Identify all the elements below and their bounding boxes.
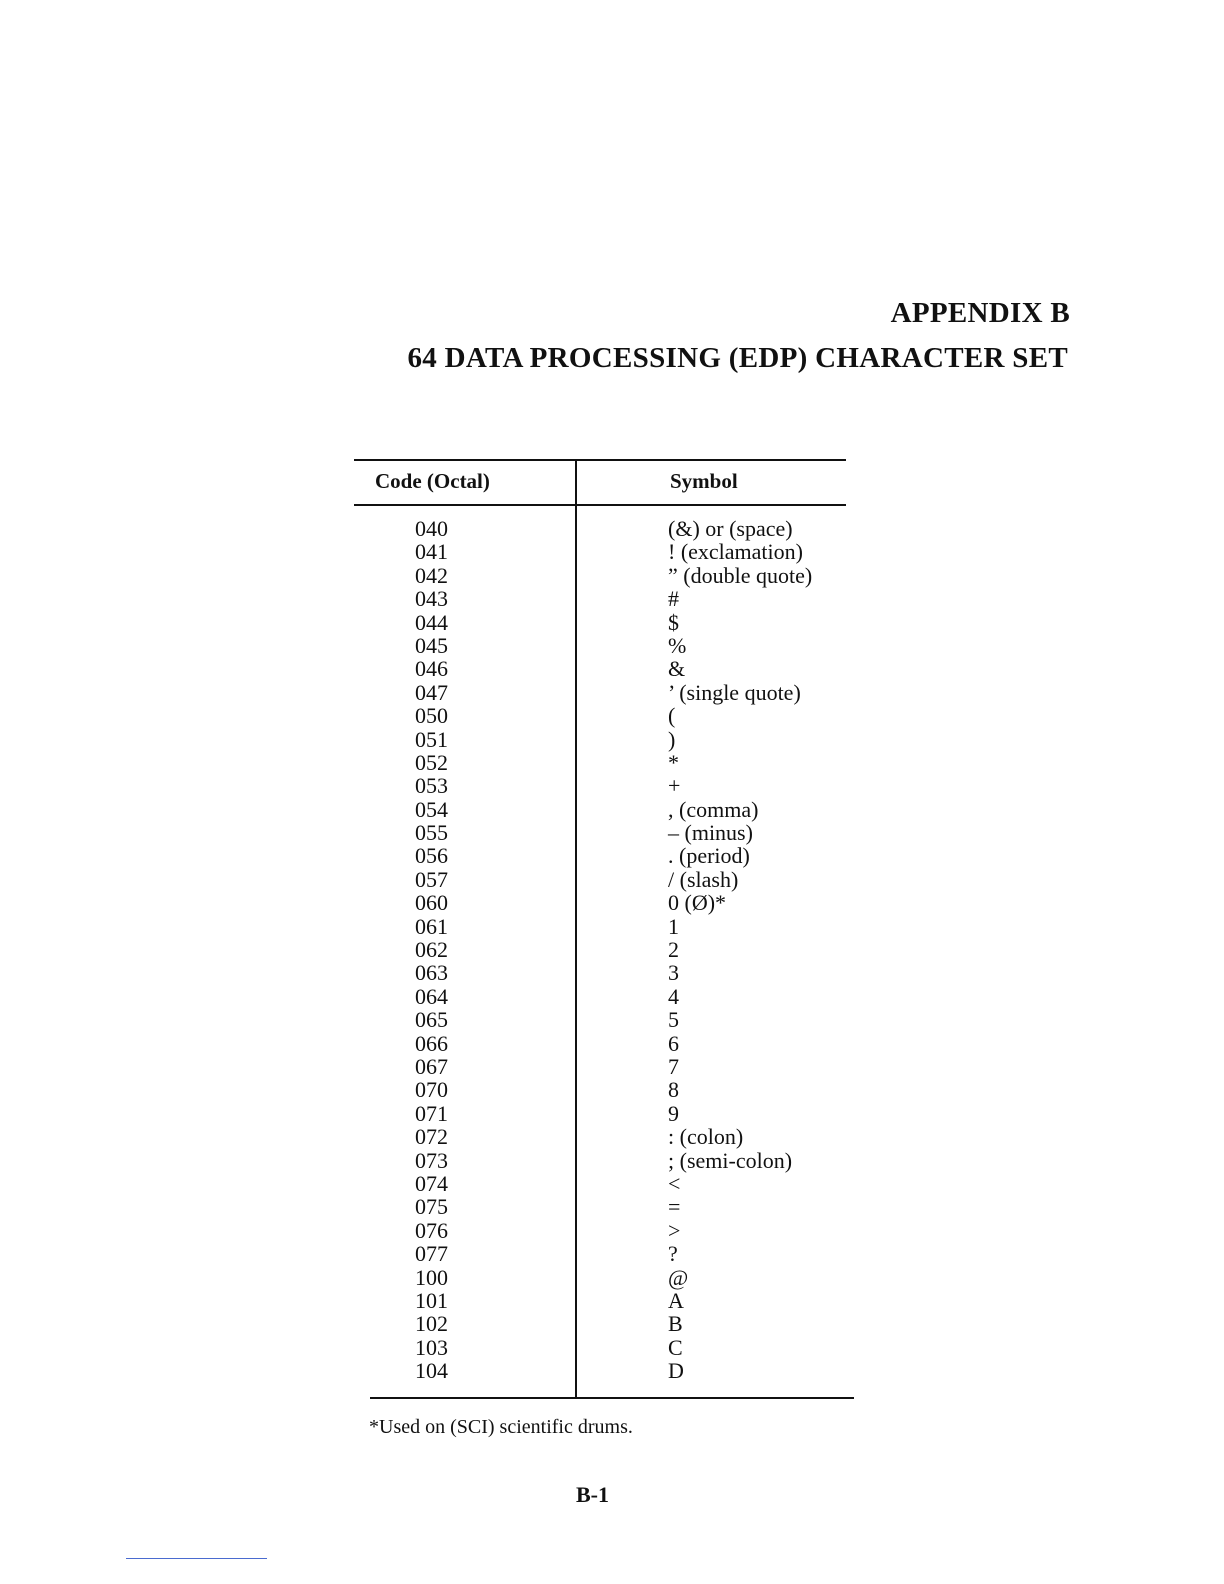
code-cell: 061 (415, 913, 448, 939)
symbol-cell: 6 (668, 1030, 679, 1056)
code-cell: 101 (415, 1287, 448, 1313)
footnote: *Used on (SCI) scientific drums. (369, 1416, 633, 1438)
table-row (354, 634, 846, 657)
symbol-cell: D (668, 1358, 684, 1384)
symbol-cell: 0 (Ø)* (668, 890, 727, 916)
column-header-code: Code (Octal) (375, 469, 490, 493)
code-cell: 070 (415, 1077, 448, 1103)
symbol-cell: + (668, 773, 681, 799)
table-row (354, 681, 846, 704)
table-bottom-rule (370, 1397, 854, 1399)
code-cell: 041 (415, 539, 448, 565)
table-row (354, 1102, 846, 1125)
symbol-cell: – (minus) (668, 820, 753, 846)
code-cell: 045 (415, 632, 448, 658)
table-row (354, 798, 846, 821)
code-cell: 057 (415, 866, 448, 892)
code-cell: 064 (415, 983, 448, 1009)
symbol-cell: 9 (668, 1100, 679, 1126)
table-row (354, 564, 846, 587)
code-cell: 062 (415, 937, 448, 963)
table-row (354, 704, 846, 727)
code-cell: 063 (415, 960, 448, 986)
table-row (354, 1336, 846, 1359)
symbol-cell: 3 (668, 960, 679, 986)
table-row (354, 751, 846, 774)
code-cell: 051 (415, 726, 448, 752)
symbol-cell: 5 (668, 1007, 679, 1033)
code-cell: 046 (415, 656, 448, 682)
code-cell: 053 (415, 773, 448, 799)
symbol-cell: @ (668, 1264, 689, 1290)
symbol-cell: . (period) (668, 843, 750, 869)
symbol-cell: < (668, 1170, 681, 1196)
table-row (354, 1125, 846, 1148)
page-title: 64 DATA PROCESSING (EDP) CHARACTER SET (407, 342, 1068, 374)
symbol-cell: = (668, 1194, 681, 1220)
symbol-cell: ’ (single quote) (668, 679, 801, 705)
symbol-cell: / (slash) (668, 866, 739, 892)
symbol-cell: ” (double quote) (668, 562, 813, 588)
table-row (354, 1312, 846, 1335)
symbol-cell: 1 (668, 913, 679, 939)
table-row (354, 961, 846, 984)
table-row (354, 611, 846, 634)
code-cell: 104 (415, 1358, 448, 1384)
symbol-cell: (&) or (space) (668, 516, 793, 541)
code-cell: 047 (415, 679, 448, 705)
table-row (354, 1359, 846, 1382)
symbol-cell: 8 (668, 1077, 679, 1103)
symbol-cell: ; (semi-colon) (668, 1147, 793, 1173)
code-cell: 077 (415, 1241, 448, 1267)
symbol-cell: 4 (668, 983, 679, 1009)
symbol-cell: * (668, 749, 679, 775)
table-row (354, 1149, 846, 1172)
symbol-cell: B (668, 1311, 683, 1337)
symbol-cell: 2 (668, 937, 679, 963)
symbol-cell: : (colon) (668, 1124, 744, 1150)
column-header-symbol: Symbol (670, 469, 738, 493)
code-cell: 071 (415, 1100, 448, 1126)
symbol-cell: ? (668, 1241, 678, 1267)
code-cell: 074 (415, 1170, 448, 1196)
code-cell: 103 (415, 1334, 448, 1360)
appendix-label: APPENDIX B (890, 297, 1070, 329)
code-cell: 060 (415, 890, 448, 916)
code-cell: 076 (415, 1217, 448, 1243)
code-cell: 066 (415, 1030, 448, 1056)
table-row (354, 1032, 846, 1055)
symbol-cell: % (668, 632, 687, 658)
code-cell: 040 (415, 516, 448, 541)
code-cell: 043 (415, 586, 448, 612)
symbol-cell: A (668, 1287, 684, 1313)
code-cell: 100 (415, 1264, 448, 1290)
symbol-cell: 7 (668, 1053, 679, 1079)
table-row (354, 517, 846, 540)
code-cell: 075 (415, 1194, 448, 1220)
code-cell: 072 (415, 1124, 448, 1150)
table-row (354, 1078, 846, 1101)
table-row (354, 540, 846, 563)
symbol-cell: ! (exclamation) (668, 539, 803, 565)
symbol-cell: $ (668, 609, 679, 635)
symbol-cell: ) (668, 726, 676, 752)
table-row (354, 1008, 846, 1031)
table-row (354, 1289, 846, 1312)
table-header-rule (354, 504, 846, 506)
code-cell: 044 (415, 609, 448, 635)
table-row (354, 938, 846, 961)
table-row (354, 1172, 846, 1195)
scan-edge-mark (126, 1558, 267, 1559)
table-row (354, 1219, 846, 1242)
table-row (354, 1242, 846, 1265)
table-row (354, 1195, 846, 1218)
table-row (354, 728, 846, 751)
table-row (354, 915, 846, 938)
symbol-cell: > (668, 1217, 681, 1243)
table-top-rule (354, 459, 846, 461)
table-row (354, 587, 846, 610)
table-row (354, 821, 846, 844)
symbol-cell: # (668, 586, 679, 612)
table-row (354, 985, 846, 1008)
code-cell: 054 (415, 796, 448, 822)
table-row (354, 774, 846, 797)
table-row (354, 844, 846, 867)
code-cell: 065 (415, 1007, 448, 1033)
table-row (354, 1266, 846, 1289)
symbol-cell: ( (668, 703, 676, 729)
code-cell: 056 (415, 843, 448, 869)
code-cell: 067 (415, 1053, 448, 1079)
table-body (354, 517, 846, 1382)
page-number: B-1 (576, 1482, 609, 1507)
table-row (354, 868, 846, 891)
code-cell: 055 (415, 820, 448, 846)
table-row (354, 891, 846, 914)
code-cell: 073 (415, 1147, 448, 1173)
table-row (354, 1055, 846, 1078)
code-cell: 102 (415, 1311, 448, 1337)
symbol-cell: & (668, 656, 686, 682)
code-cell: 042 (415, 562, 448, 588)
table-row (354, 657, 846, 680)
code-cell: 050 (415, 703, 448, 729)
code-cell: 052 (415, 749, 448, 775)
symbol-cell: , (comma) (668, 796, 759, 822)
symbol-cell: C (668, 1334, 683, 1360)
